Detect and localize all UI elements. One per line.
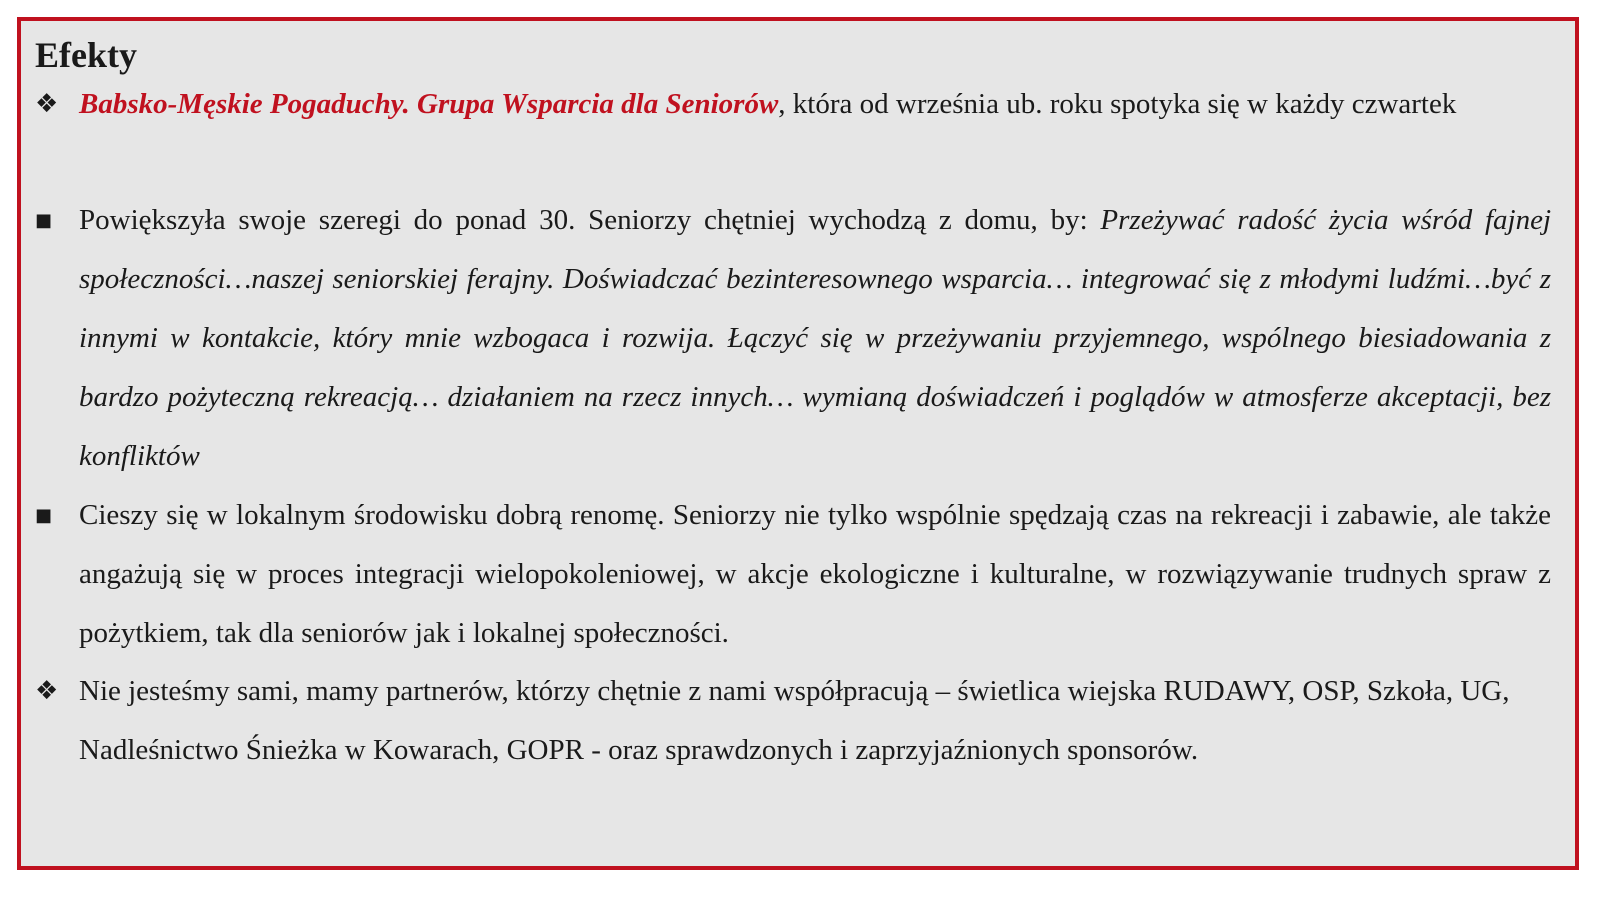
bullet-item-partners: [35, 662, 1551, 780]
diamond-bullet-icon: ❖: [35, 676, 59, 706]
item-text: [79, 191, 1551, 486]
item-text-rest: , która od września ub. roku spotyka się w każdy czwartek: [778, 88, 1457, 120]
square-bullet-icon: ■: [35, 210, 53, 231]
diamond-bullet-icon: ❖: [35, 89, 59, 119]
slide-title: Efekty: [35, 35, 137, 75]
square-bullet-icon: ■: [35, 505, 53, 526]
bullet-item-reputation: [35, 486, 1551, 663]
item-text-plain: Powiększyła swoje szeregi do ponad 30. Seniorzy chętniej wychodzą z domu, by:: [79, 204, 1101, 236]
bullet-item-group: [35, 83, 1551, 125]
group-name-highlight: Babsko-Męskie Pogaduchy. Grupa Wsparcia dla Seniorów: [79, 88, 779, 120]
item-text: Cieszy się w lokalnym środowisku dobrą renomę. Seniorzy nie tylko wspólnie spędzają czas na rekreacji i zabawie, ale także angażują się w proces integracji wielopokoleniowej, w akcje ekologiczne i kulturalne, w rozwiązywanie trudnych spraw z pożytkiem, tak dla seniorów jak i lokalnej społeczności.: [79, 499, 1551, 649]
bullet-item-growth: [35, 191, 1551, 486]
item-text-italic: Przeżywać radość życia wśród fajnej społeczności…naszej seniorskiej ferajny. Doświadczać bezinteresownego wsparcia… integrować się z młodymi ludźmi…być z innymi w kontakcie, który mnie wzbogaca i rozwija. Łączyć się w przeżywaniu przyjemnego, wspólnego biesiadowania z bardzo pożyteczną rekreacją… działaniem na rzecz innych… wymianą doświadczeń i poglądów w atmosferze akceptacji, bez konfliktów: [79, 204, 1552, 472]
slide-frame: [17, 17, 1579, 870]
item-text: Nie jesteśmy sami, mamy partnerów, którzy chętnie z nami współpracują – świetlica wiejska RUDAWY, OSP, Szkoła, UG, Nadleśnictwo Śnieżka w Kowarach, GOPR - oraz sprawdzonych i zaprzyjaźnionych sponsorów.: [79, 675, 1510, 766]
item-text: [79, 83, 1551, 125]
